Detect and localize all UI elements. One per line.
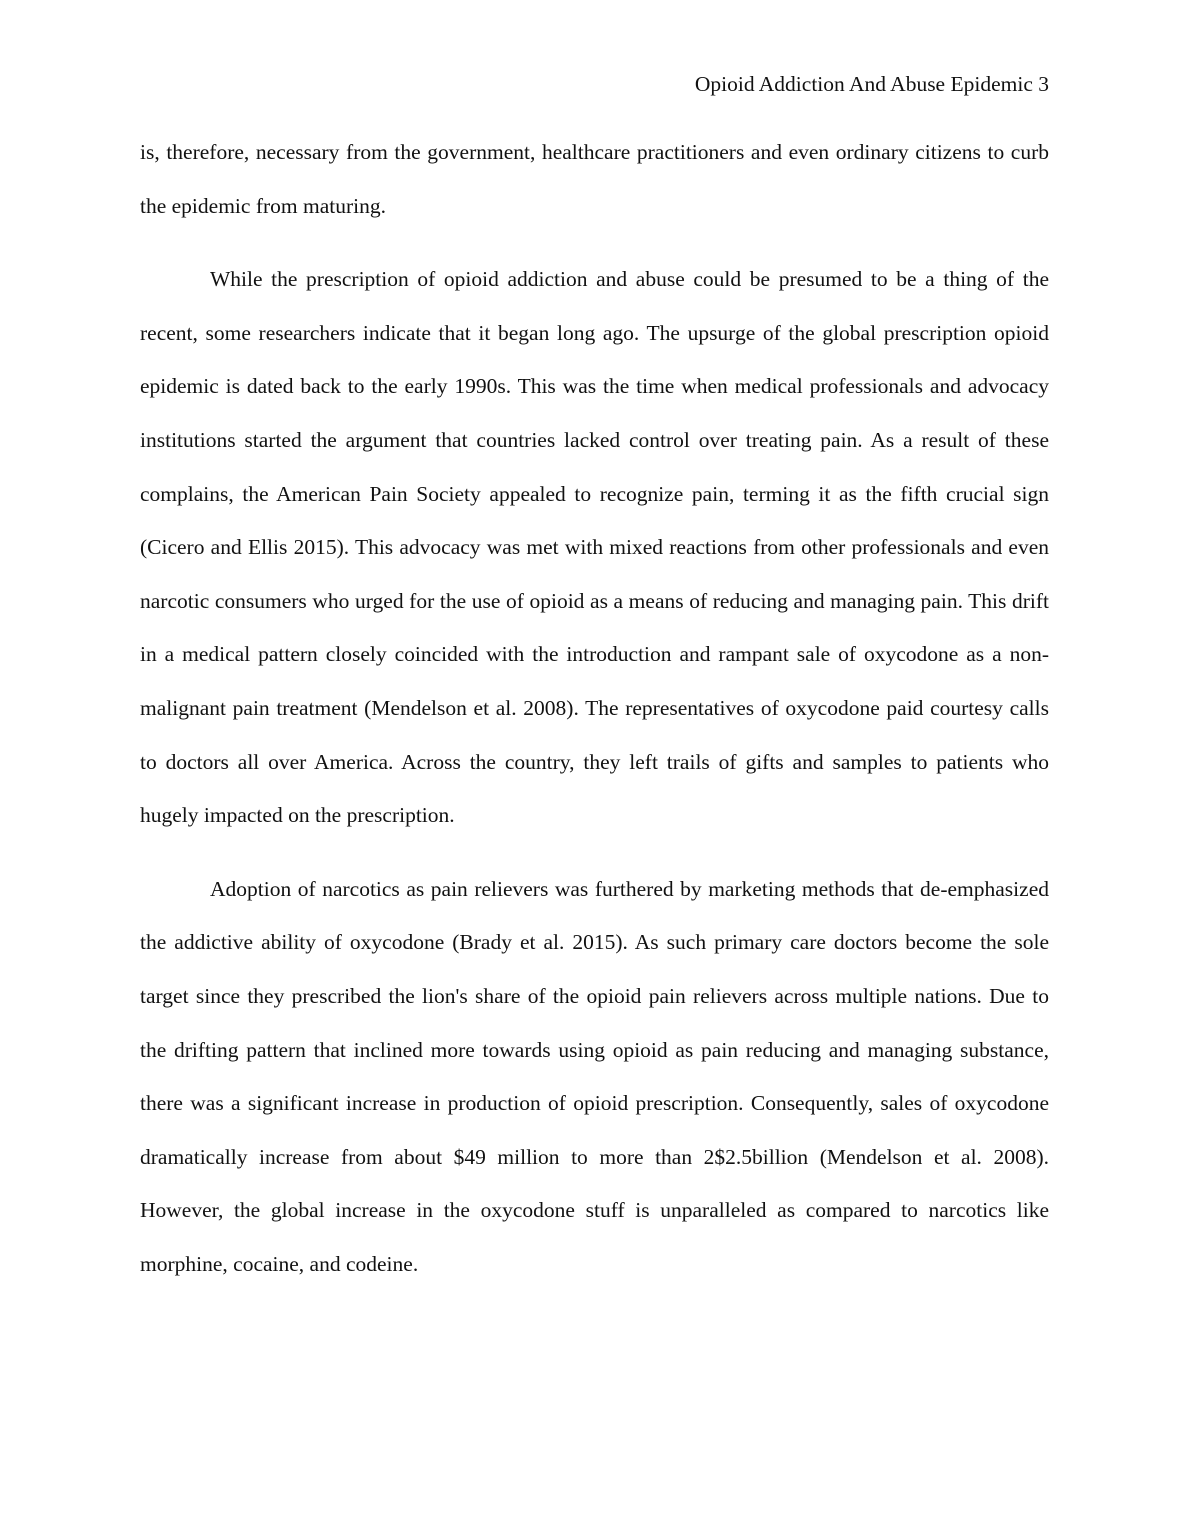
paragraph-gap: [140, 843, 1049, 863]
paragraph-gap: [140, 233, 1049, 253]
paragraph-history: While the prescription of opioid addiction and abuse could be presumed to be a thing of the recent, some researchers indicate that it began long ago. The upsurge of the global prescription opioid epidemic is dated back to the early 1990s. This was the time when medical professionals and advocacy institutions started the argument that countries lacked control over treating pain. As a result of these complains, the American Pain Society appealed to recognize pain, terming it as the fifth crucial sign (Cicero and Ellis 2015). This advocacy was met with mixed reactions from other professionals and even narcotic consumers who urged for the use of opioid as a means of reducing and managing pain. This drift in a medical pattern closely coincided with the introduction and rampant sale of oxycodone as a non-malignant pain treatment (Mendelson et al. 2008). The representatives of oxycodone paid courtesy calls to doctors all over America. Across the country, they left trails of gifts and samples to patients who hugely impacted on the prescription.: [140, 267, 1049, 828]
body-text: [140, 126, 1049, 1291]
paragraph-adoption: Adoption of narcotics as pain relievers was furthered by marketing methods that de-emphasized the addictive ability of oxycodone (Brady et al. 2015). As such primary care doctors become the sole target since they prescribed the lion's share of the opioid pain relievers across multiple nations. Due to the drifting pattern that inclined more towards using opioid as pain reducing and managing substance, there was a significant increase in production of opioid prescription. Consequently, sales of oxycodone dramatically increase from about $49 million to more than 2$2.5billion (Mendelson et al. 2008). However, the global increase in the oxycodone stuff is unparalleled as compared to narcotics like morphine, cocaine, and codeine.: [140, 876, 1049, 1276]
paragraph-continuation: is, therefore, necessary from the government, healthcare practitioners and even ordinary citizens to curb the epidemic from maturing.: [140, 140, 1049, 218]
running-head: Opioid Addiction And Abuse Epidemic 3: [694, 72, 1049, 96]
